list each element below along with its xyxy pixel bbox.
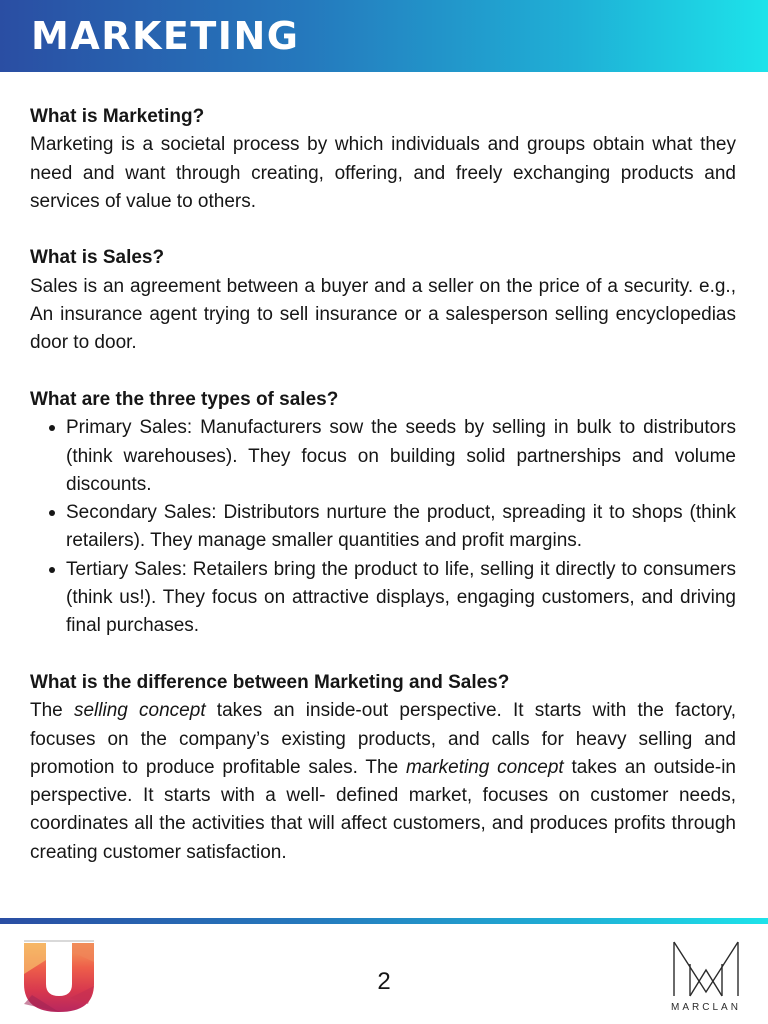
section-body: Marketing is a societal process by which individuals and groups obtain what they need and want through creating, offering, and freely exchanging products and services of value to others. [30,134,736,212]
list-item-text: Secondary Sales: Distributors nurture the product, spreading it to shops (think retailers). They manage smaller quantities and profit margins. [66,502,736,552]
bullet-icon [49,567,55,573]
section-heading: What are the three types of sales? [30,388,339,410]
list-item [66,556,736,641]
footer-divider [0,918,768,924]
brand-name: MARCLAN [671,1002,741,1013]
list-item-text: Tertiary Sales: Retailers bring the product to life, selling it directly to consumers (think us!). They focus on attractive displays, engaging customers, and driving final purchases. [66,558,736,637]
list-item [66,414,736,499]
list-item-text: Primary Sales: Manufacturers sow the seeds by selling in bulk to distributors (think warehouses). They focus on building solid partnerships and volume discounts. [66,417,736,495]
section-types-of-sales [30,386,736,641]
term-marketing-concept: marketing concept [405,756,564,778]
sales-types-list [30,414,736,640]
section-heading: What is Marketing? [30,106,205,127]
section-marketing-vs-sales [30,669,736,867]
term-selling-concept: selling concept [73,700,206,722]
section-body [30,697,736,867]
main-content [30,103,736,867]
u-logo-icon [22,940,96,1014]
list-item [66,499,736,556]
body-text: takes an outside-in perspective. It starts with a well- defined market, focuses on customer needs, coordinates all the activities that will affect customers, and produces profits through creating customer satisfaction. [30,756,737,863]
bullet-icon [49,510,55,516]
section-what-is-sales [30,244,736,357]
body-text: The [30,700,74,722]
body-text: takes an inside-out perspective. It starts with the factory, focuses on the company’s existing products, and calls for heavy selling and promotion to produce profitable sales. The [30,700,736,778]
page-number: 2 [377,968,391,995]
bullet-icon [49,425,55,431]
page-header [0,0,768,72]
section-what-is-marketing [30,103,736,216]
section-heading: What is Sales? [30,247,165,269]
section-heading: What is the difference between Marketing and Sales? [30,671,510,693]
page-title: MARKETING [31,14,300,58]
section-body: Sales is an agreement between a buyer and a seller on the price of a security. e.g., An insurance agent trying to sell insurance or a salesperson selling encyclopedias door to door. [30,275,736,354]
